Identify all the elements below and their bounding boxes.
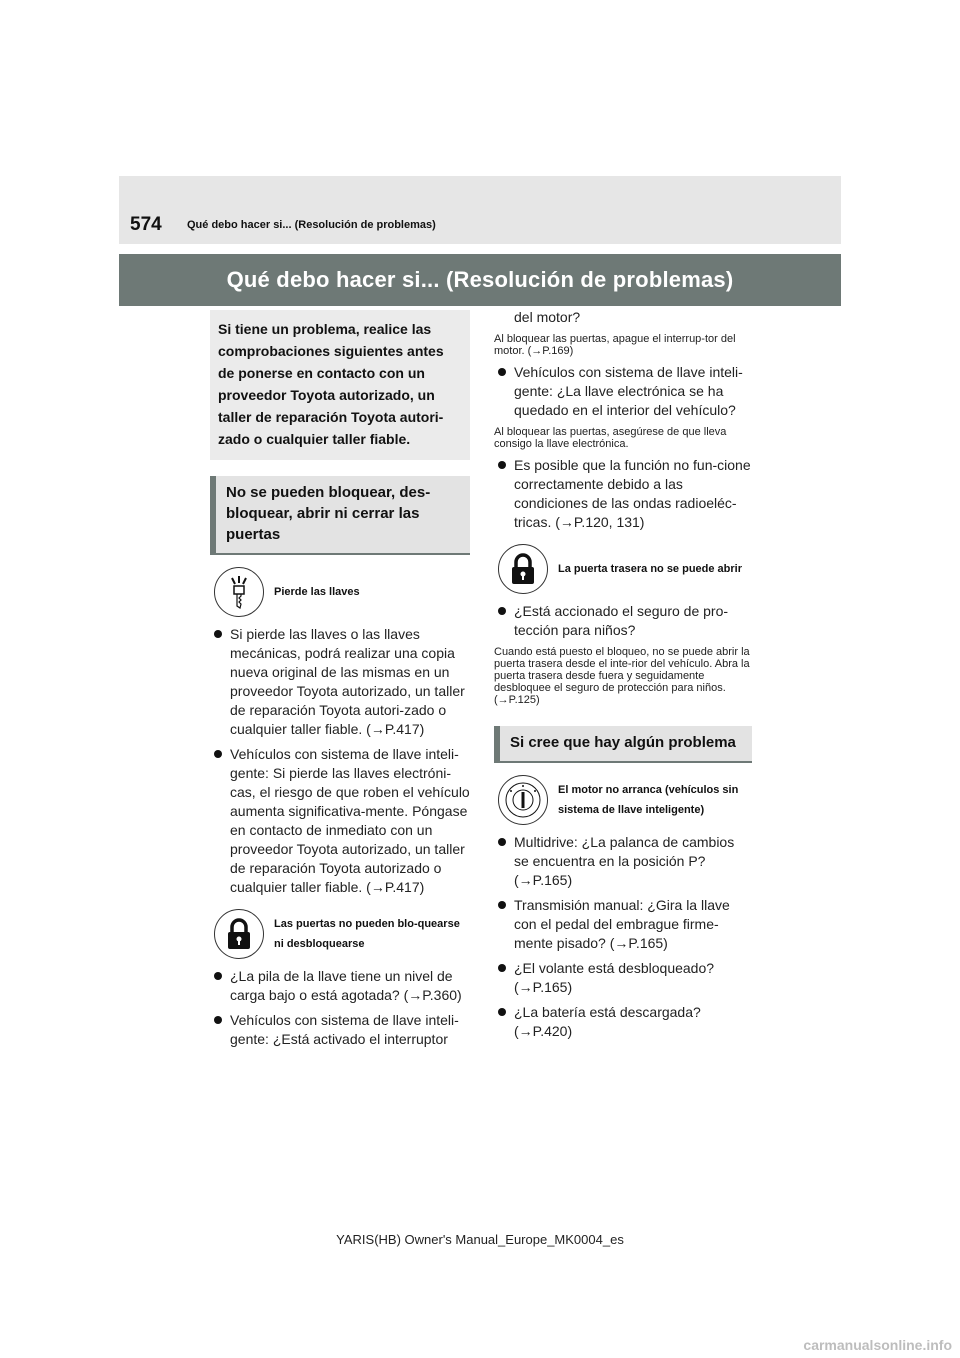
page-number: 574 xyxy=(130,214,162,235)
note: Al bloquear las puertas, asegúrese de que lleva consigo la llave electrónica. xyxy=(494,426,727,450)
engine-row xyxy=(498,775,752,825)
list-item: Vehículos con sistema de llave inteli-gente: ¿Está activado el interruptor xyxy=(210,1011,470,1049)
page-title: Qué debo hacer si... (Resolución de problemas) xyxy=(226,267,734,292)
title-bar xyxy=(119,254,841,306)
list-item: Transmisión manual: ¿Gira la llave con el pedal del embrague firme-mente pisado? (→P.165) xyxy=(494,896,752,953)
note: Al bloquear las puertas, apague el interrup-tor del motor. (→P.169) xyxy=(494,333,736,357)
note: Cuando está puesto el bloqueo, no se puede abrir la puerta trasera desde el inte-rior del vehículo. Abra la puerta trasera desde fuera y seguidamente desbloquee el seguro de protección para niños. (→P.125) xyxy=(494,646,750,706)
keys-lost-label: Pierde las llaves xyxy=(274,586,360,598)
rear-door-label: La puerta trasera no se puede abrir xyxy=(558,563,743,575)
lock-label: Las puertas no pueden blo-quearse ni desbloquearse xyxy=(274,918,460,950)
list-item: Vehículos con sistema de llave inteli-gente: ¿La llave electrónica se ha quedado en el interior del vehículo? xyxy=(494,363,752,420)
list-item: ¿El volante está desbloqueado? (→P.165) xyxy=(494,959,752,997)
ignition-switch-icon xyxy=(498,775,548,825)
watermark: carmanualsonline.info xyxy=(803,1337,952,1353)
continued-text: del motor? xyxy=(514,309,581,325)
padlock-icon xyxy=(214,909,264,959)
lock-row xyxy=(214,909,470,959)
header-band xyxy=(119,176,841,244)
key-icon xyxy=(214,567,264,617)
footer-manual-id: YARIS(HB) Owner's Manual_Europe_MK0004_es xyxy=(336,1232,624,1247)
list-item: Si pierde las llaves o las llaves mecánicas, podrá realizar una copia nueva original de las mismas en un proveedor Toyota autorizado, un taller de reparación Toyota autori-zado o cualquier taller fiable. (→P.417) xyxy=(210,625,470,739)
right-column xyxy=(494,308,752,1047)
list-item: ¿La batería está descargada? (→P.420) xyxy=(494,1003,752,1041)
list-item: ¿Está accionado el seguro de pro-tección para niños? xyxy=(494,602,752,640)
section-heading-problem: Si cree que hay algún problema xyxy=(494,726,752,763)
running-title: Qué debo hacer si... (Resolución de problemas) xyxy=(187,219,436,231)
intro-box: Si tiene un problema, realice las comprobaciones siguientes antes de ponerse en contacto con un proveedor Toyota autorizado, un taller de reparación Toyota autori-zado o cualquier taller fiable. xyxy=(210,310,470,460)
padlock-icon xyxy=(498,544,548,594)
left-column xyxy=(210,310,470,1055)
keys-lost-row xyxy=(214,567,470,617)
list-item: Es posible que la función no fun-cione correctamente debido a las condiciones de las ondas radioeléc-tricas. (→P.120, 131) xyxy=(494,456,752,532)
rear-door-row xyxy=(498,544,752,594)
list-item: Vehículos con sistema de llave inteli-gente: Si pierde las llaves electróni-cas, el riesgo de que roben el vehículo aumenta significativa-mente. Póngase en contacto de inmediato con un proveedor Toyota autorizado, un taller de reparación Toyota autorizado o cualquier taller fiable. (→P.417) xyxy=(210,745,470,897)
list-item: ¿La pila de la llave tiene un nivel de carga bajo o está agotada? (→P.360) xyxy=(210,967,470,1005)
section-heading-doors: No se pueden bloquear, des-bloquear, abrir ni cerrar las puertas xyxy=(210,476,470,555)
engine-label: El motor no arranca (vehículos sin sistema de llave inteligente) xyxy=(558,784,739,816)
list-item: Multidrive: ¿La palanca de cambios se encuentra en la posición P? (→P.165) xyxy=(494,833,752,890)
